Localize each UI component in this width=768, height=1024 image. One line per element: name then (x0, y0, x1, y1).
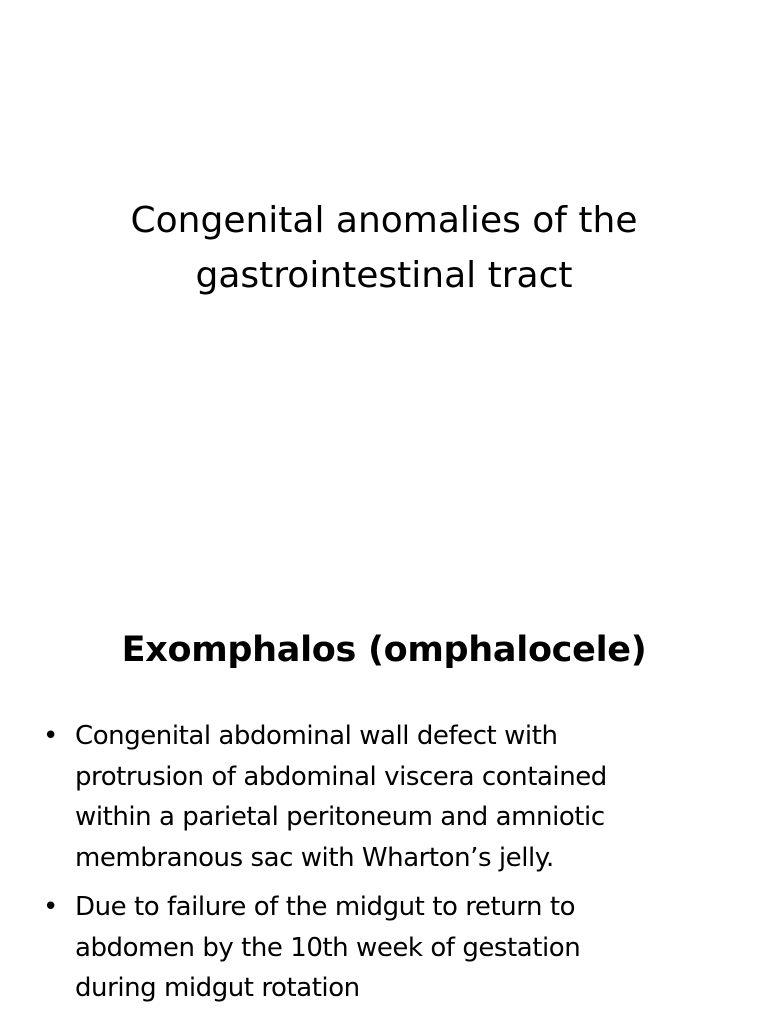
slide-title (60, 193, 708, 303)
bullet-text-line: membranous sac with Wharton’s jelly. (75, 842, 554, 873)
bullet-list (40, 716, 740, 1018)
bullet-point-icon: • (43, 892, 59, 922)
bullet-text-line: Congenital abdominal wall defect with (75, 721, 558, 751)
bullet-text-line: Due to failure of the midgut to return to (75, 892, 576, 922)
bullet-item (40, 887, 740, 1009)
bullet-text-line: during midgut rotation (75, 973, 360, 1003)
slide-title-line-2: gastrointestinal tract (195, 255, 573, 296)
bullet-text-line: within a parietal peritoneum and amniotic (75, 802, 605, 832)
bullet-point-icon: • (43, 721, 59, 751)
bullet-item (40, 716, 740, 878)
slide-title-line-1: Congenital anomalies of the (130, 200, 638, 241)
bullet-text-line: protrusion of abdominal viscera contained (75, 761, 607, 792)
section-heading: Exomphalos (omphalocele) (121, 630, 647, 670)
bullet-text-line: abdomen by the 10th week of gestation (75, 932, 581, 963)
